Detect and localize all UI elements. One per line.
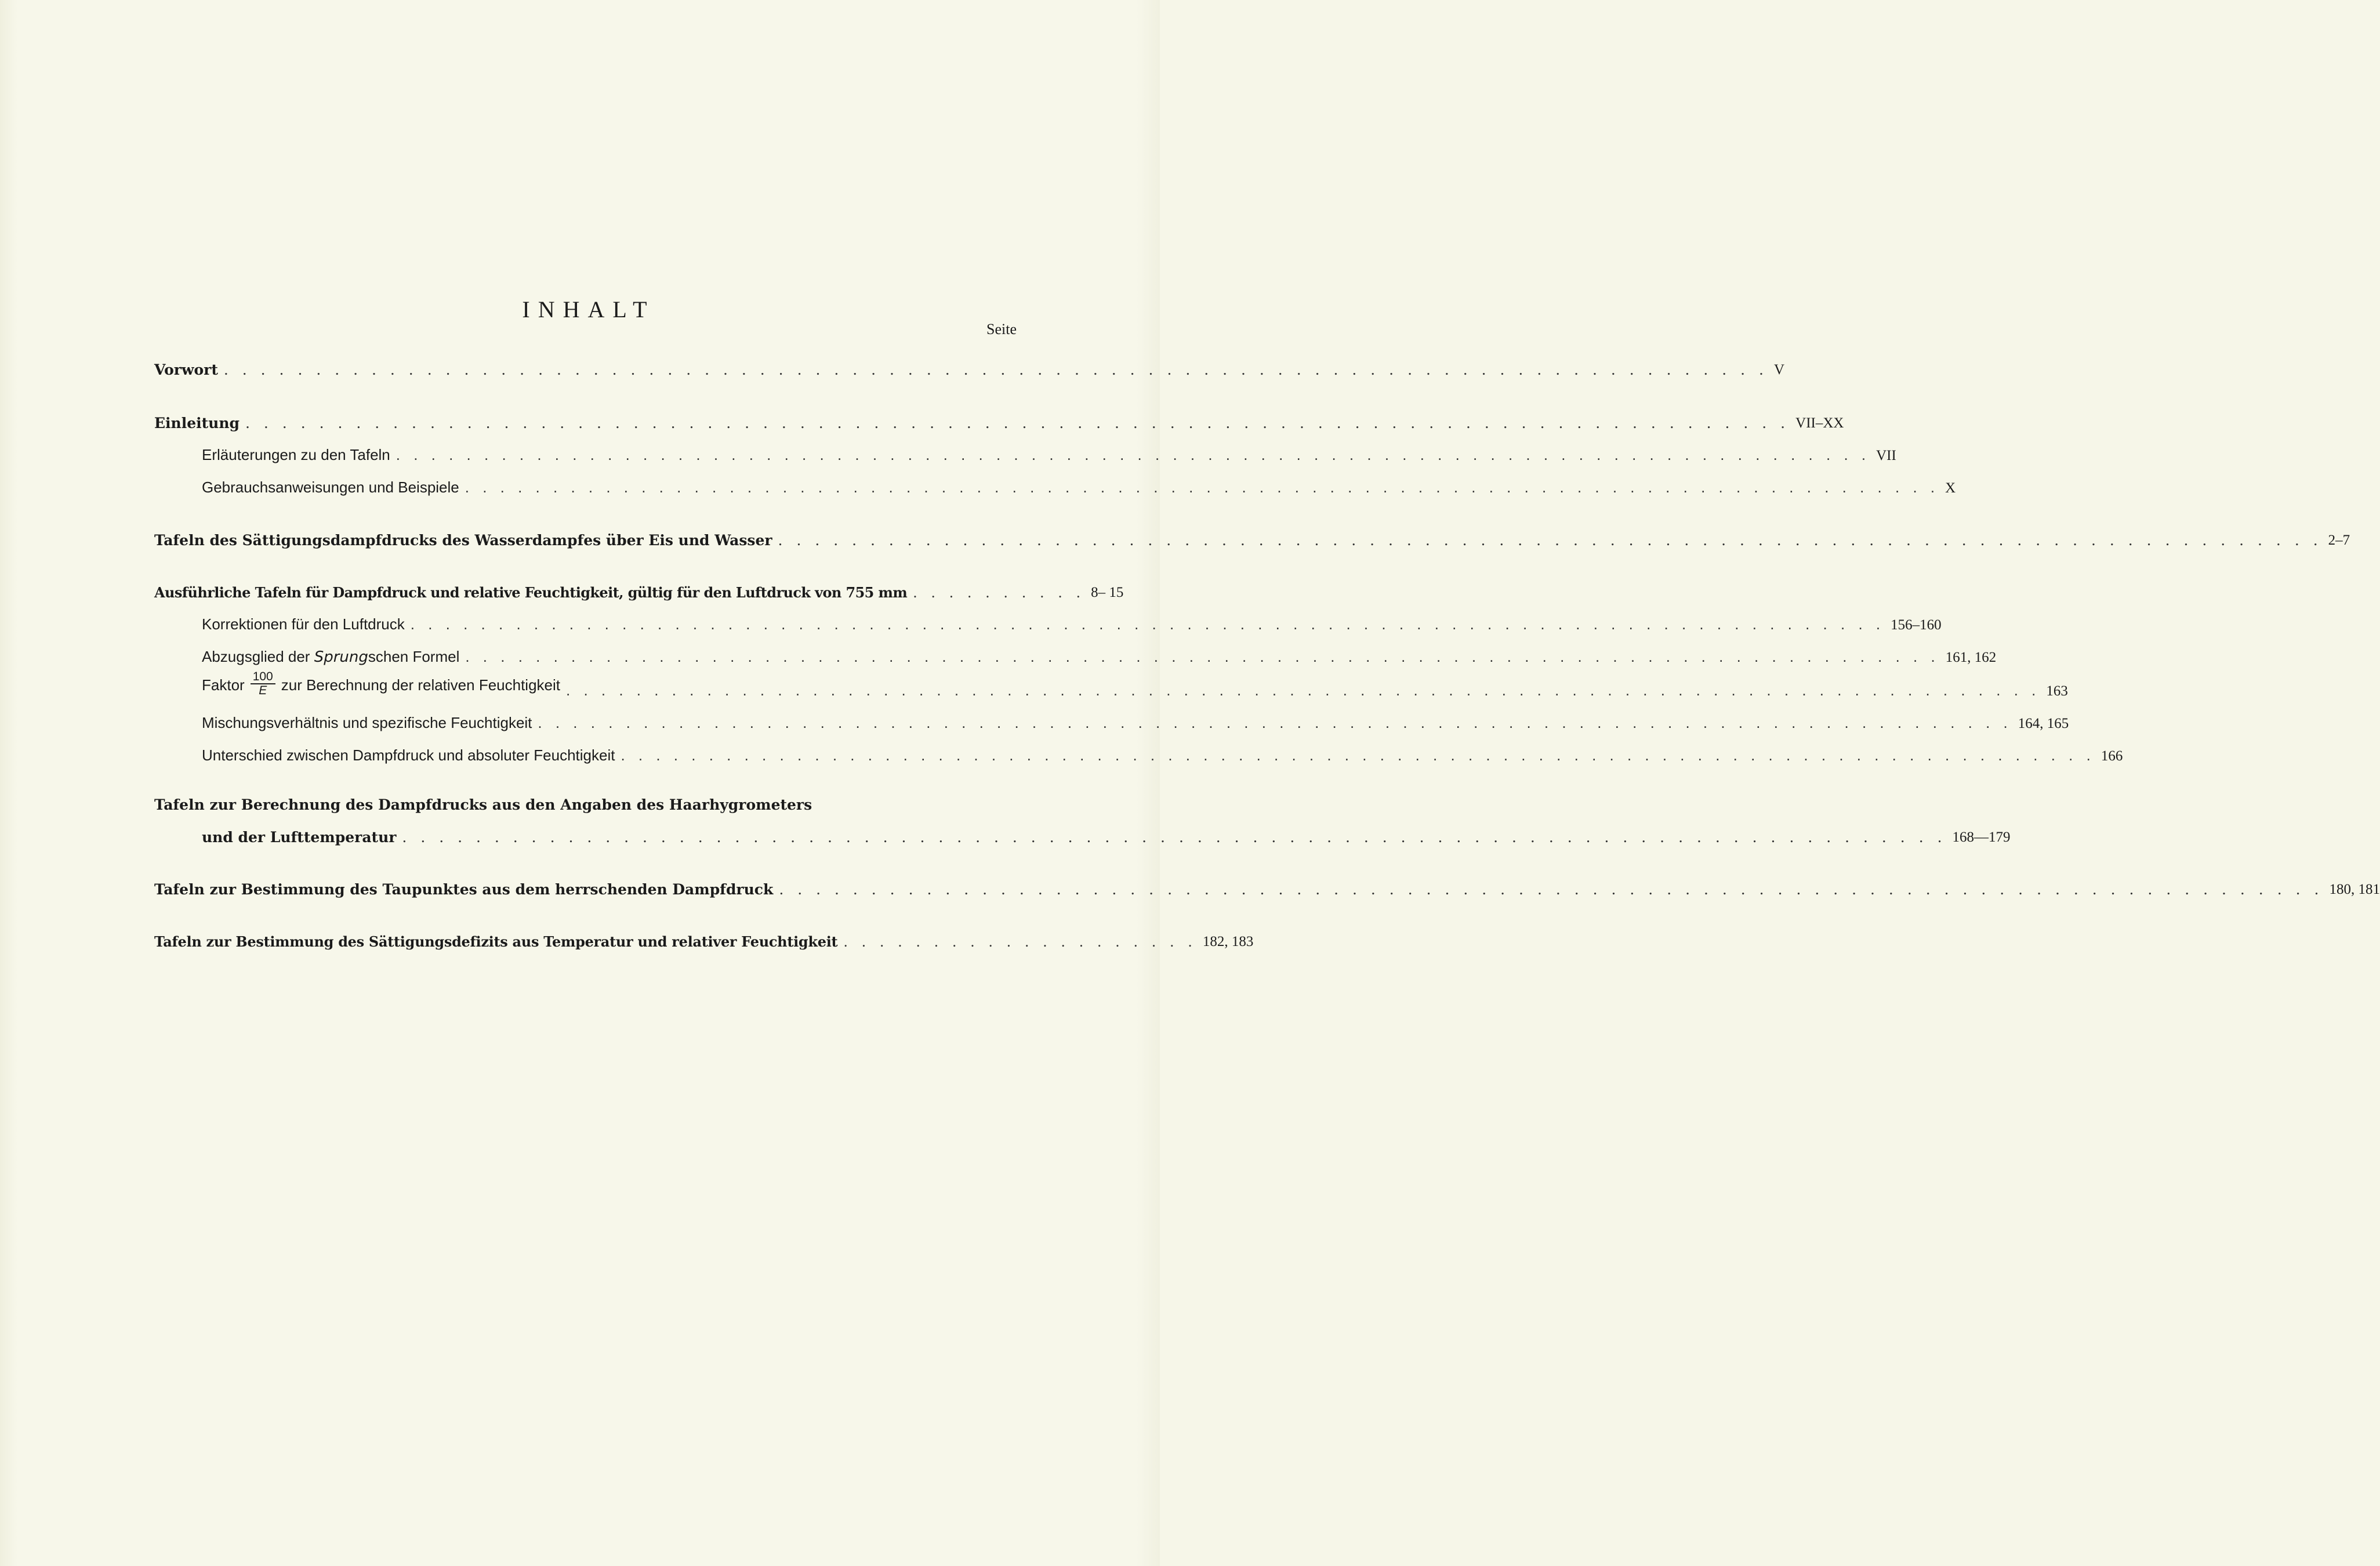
toc-entry-vorwort[interactable]: [154, 355, 1785, 378]
page-column-label: Seite: [986, 321, 1017, 338]
toc-subentry-faktor[interactable]: [202, 670, 2068, 699]
leader-dots: . . . . . . . . . . . . . . . . . . . . . . . . . . . . . . . . . . . . . . . . . . . . . . . . . . . . . . . . . . . . . . . . . . . . . . . . . . . . . . . . . . . .: [779, 881, 2324, 898]
leader-dots: . . . . . . . . . . . . . . . . . . . . . . . . . . . . . . . . . . . . . . . . . . . . . . . . . . . . . . . . . . . . . . . . . . . . . . . . . . . . . . . . . . . .: [245, 415, 1790, 432]
leader-dots: . . . . . . . . . . . . . . . . . . . . . . . . . . . . . . . . . . . . . . . . . . . . . . . . . . . . . . . . . . . . . . . . . . . . . . . . . . . . . . . . . . . .: [223, 361, 1768, 378]
toc-entry-label: [202, 670, 561, 699]
label-suffix: zur Berechnung der relativen Feuchtigkeit: [281, 676, 561, 694]
toc-entry-label: Unterschied zwischen Dampfdruck und absoluter Feuchtigkeit: [202, 746, 615, 764]
toc-subentry-erlaeuterungen[interactable]: [202, 441, 1896, 464]
fraction-denominator: E: [259, 684, 267, 697]
toc-entry-ausfuehrliche-tafeln[interactable]: [154, 578, 1124, 601]
toc-entry-page: 161, 162: [1945, 650, 1997, 665]
toc-entry-label: Einleitung: [154, 415, 240, 432]
toc-subentry-mischungsverhaeltnis[interactable]: [202, 709, 2069, 732]
leader-dots: . . . . . . . . . . . . . . . . . . . . . . . . . . . . . . . . . . . . . . . . . . . . . . . . . . . . . . . . . . . . . . . . . . . . . . . . . . . . . . . . . . . .: [538, 714, 2012, 731]
toc-entry-label: Gebrauchsanweisungen und Beispiele: [202, 478, 459, 496]
toc-entry-page: 156–160: [1891, 617, 1942, 633]
page-title: INHALT: [522, 296, 655, 322]
toc-entry-einleitung[interactable]: [154, 408, 1844, 432]
leader-dots: . . . . . . . . . . . . . . . . . . . . . . . . . . . . . . . . . . . . . . . . . . . . . . . . . . . . . . . . . . . . . . . . . . . . . . . . . . . . . . . . . . . .: [402, 829, 1947, 846]
toc-entry-page: X: [1945, 480, 1956, 496]
toc-subentry-unterschied[interactable]: [202, 741, 2123, 764]
toc-entry-label: Tafeln zur Bestimmung des Taupunktes aus dem herrschenden Dampfdruck: [154, 881, 774, 898]
toc-entry-page: 164, 165: [2018, 716, 2069, 731]
toc-entry-label: Tafeln des Sättigungsdampfdrucks des Wasserdampfes über Eis und Wasser: [154, 532, 772, 549]
toc-entry-haarhygrometer-line2[interactable]: [202, 822, 2011, 846]
fraction-numerator: 100: [251, 670, 275, 684]
leader-dots: . . . . . . . . . . . . . . . . . . . . . . . . . . . . . . . . . . . . . . . . . . . . . . . . . . . . . . . . . . . . . . . . . . . . . . . . . . . . . . . . . . . .: [778, 532, 2323, 549]
toc-entry-taupunkt[interactable]: [154, 875, 2380, 898]
label-italic: Sprung: [314, 648, 368, 666]
leader-dots: . . . . . . . . . . . . . . . . . . . . . . . . . . . . . . . . . . . . . . . . . . . . . . . . . . . . . . . . . . . . . . . . . . . . . . . . . . . . . . . . . . . .: [410, 615, 1885, 633]
leader-dots: . . . . . . . . . . . . . . . . . . . . . . . . . . . . . . . . . . . . . . . . . . . . . . . . . . . . . . . . . . . . . . . . . . . . . . . . . . . . . . . . . . . .: [566, 682, 2041, 699]
toc-subentry-korrektionen[interactable]: [202, 610, 1942, 633]
leader-dots: . . . . . . . . . . . . . . . . . . . . . . . . . . . . . . . . . . . . . . . . . . . . . . . . . . . . . . . . . . . . . . . . . . . . . . . . . . . . . . . . . . . .: [621, 746, 2095, 764]
leader-dots: . . . . . . . . . . . . . . . . . . . .: [843, 934, 1197, 950]
fraction: [251, 670, 275, 697]
toc-entry-page: V: [1774, 362, 1785, 378]
toc-entry-label: Ausführliche Tafeln für Dampfdruck und relative Feuchtigkeit, gültig für den Luftdruck von 755 mm: [154, 584, 908, 601]
toc-entry-page: 166: [2100, 748, 2123, 764]
toc-entry-page: 163: [2046, 683, 2068, 699]
leader-dots: . . . . . . . . . . . . . . . . . . . . . . . . . . . . . . . . . . . . . . . . . . . . . . . . . . . . . . . . . . . . . . . . . . . . . . . . . . . . . . . . . . . .: [396, 446, 1871, 463]
toc-entry-saettigungsdampfdruck[interactable]: [154, 525, 2350, 549]
toc-entry-saettigungsdefizit[interactable]: [154, 927, 1254, 950]
leader-dots: . . . . . . . . . .: [913, 585, 1086, 601]
toc-entry-label: [202, 648, 459, 666]
toc-entry-page: 180, 181: [2329, 882, 2380, 897]
toc-entry-page: 8– 15: [1091, 585, 1124, 600]
toc-entry-label: Mischungsverhältnis und spezifische Feuchtigkeit: [202, 714, 532, 731]
leader-dots: . . . . . . . . . . . . . . . . . . . . . . . . . . . . . . . . . . . . . . . . . . . . . . . . . . . . . . . . . . . . . . . . . . . . . . . . . . . . . . . . . . . .: [465, 648, 1940, 665]
label-prefix: Faktor: [202, 676, 245, 694]
leader-dots: . . . . . . . . . . . . . . . . . . . . . . . . . . . . . . . . . . . . . . . . . . . . . . . . . . . . . . . . . . . . . . . . . . . . . . . . . . . . . . . . . . . .: [465, 478, 1940, 496]
toc-entry-page: VII–XX: [1795, 415, 1844, 431]
toc-subentry-gebrauchsanweisungen[interactable]: [202, 473, 1956, 496]
toc-entry-page: 182, 183: [1202, 934, 1254, 949]
toc-entry-label: Tafeln zur Berechnung des Dampfdrucks aus den Angaben des Haarhygrometers: [154, 796, 812, 813]
toc-entry-page: VII: [1876, 448, 1896, 463]
toc-entry-label: Vorwort: [154, 361, 218, 378]
toc-entry-page: 168—179: [1952, 829, 2011, 845]
toc-entry-label: Erläuterungen zu den Tafeln: [202, 446, 390, 463]
toc-subentry-abzugsglied[interactable]: [202, 643, 1997, 666]
toc-entry-label: Korrektionen für den Luftdruck: [202, 615, 405, 633]
toc-entry-page: 2–7: [2328, 532, 2350, 548]
label-suffix: schen Formel: [368, 648, 460, 665]
toc-entry-label: Tafeln zur Bestimmung des Sättigungsdefizits aus Temperatur und relativer Feuchtigkeit: [154, 933, 838, 950]
label-prefix: Abzugsglied der: [202, 648, 314, 665]
toc-entry-label: und der Lufttemperatur: [202, 829, 397, 846]
toc-entry-haarhygrometer-line1[interactable]: [154, 790, 1018, 813]
